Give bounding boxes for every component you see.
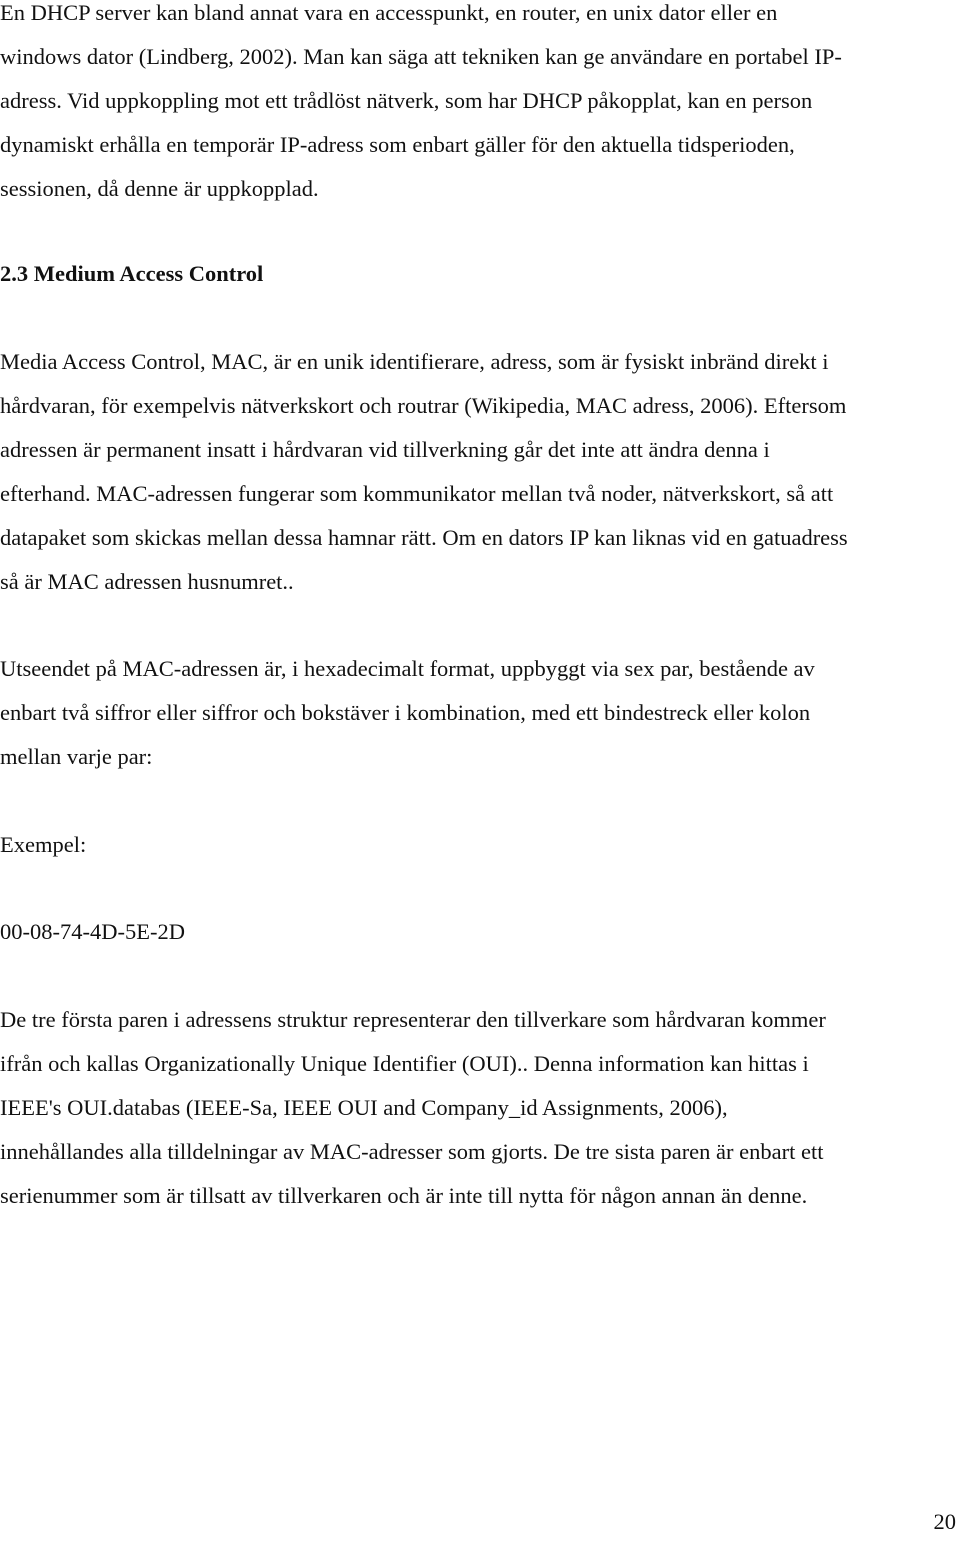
text-line: datapaket som skickas mellan dessa hamnar rätt. Om en dators IP kan liknas vid en gatuadress [0, 525, 848, 550]
text-line: IEEE's OUI.databas (IEEE-Sa, IEEE OUI and Company_id Assignments, 2006), [0, 1095, 728, 1120]
section-heading: 2.3 Medium Access Control [0, 261, 264, 286]
text-line: ifrån och kallas Organizationally Unique Identifier (OUI).. Denna information kan hittas i [0, 1051, 809, 1076]
text-line: innehållandes alla tilldelningar av MAC-adresser som gjorts. De tre sista paren är enbart ett [0, 1139, 824, 1164]
text-line: mellan varje par: [0, 744, 153, 769]
text-line: En DHCP server kan bland annat vara en accesspunkt, en router, en unix dator eller en [0, 0, 778, 25]
text-line: adressen är permanent insatt i hårdvaran vid tillverkning går det inte att ändra denna i [0, 437, 770, 462]
example-label [0, 823, 960, 867]
text-line: 00-08-74-4D-5E-2D [0, 919, 185, 944]
intro-paragraph [0, 0, 960, 211]
text-line: windows dator (Lindberg, 2002). Man kan säga att tekniken kan ge användare en portabel IP- [0, 44, 842, 69]
text-line: Media Access Control, MAC, är en unik identifierare, adress, som är fysiskt inbränd direkt i [0, 349, 829, 374]
example-mac-address [0, 910, 960, 954]
format-paragraph [0, 647, 960, 779]
text-line: hårdvaran, för exempelvis nätverkskort och routrar (Wikipedia, MAC adress, 2006). Eftersom [0, 393, 847, 418]
text-line: sessionen, då denne är uppkopplad. [0, 176, 319, 201]
text-line: efterhand. MAC-adressen fungerar som kommunikator mellan två noder, nätverkskort, så att [0, 481, 834, 506]
text-line: serienummer som är tillsatt av tillverkaren och är inte till nytta för någon annan än denne. [0, 1183, 808, 1208]
text-line: så är MAC adressen husnumret.. [0, 569, 294, 594]
text-line: adress. Vid uppkoppling mot ett trådlöst nätverk, som har DHCP påkopplat, kan en person [0, 88, 813, 113]
text-line: Utseendet på MAC-adressen är, i hexadecimalt format, uppbyggt via sex par, bestående av [0, 656, 815, 681]
text-line: De tre första paren i adressens struktur representerar den tillverkare som hårdvaran kommer [0, 1007, 826, 1032]
oui-paragraph [0, 998, 960, 1218]
page-number: 20 [933, 1509, 956, 1534]
text-line: Exempel: [0, 832, 87, 857]
text-line: enbart två siffror eller siffror och bokstäver i kombination, med ett bindestreck eller kolon [0, 700, 811, 725]
mac-paragraph [0, 340, 960, 604]
text-line: dynamiskt erhålla en temporär IP-adress som enbart gäller för den aktuella tidsperioden, [0, 132, 795, 157]
